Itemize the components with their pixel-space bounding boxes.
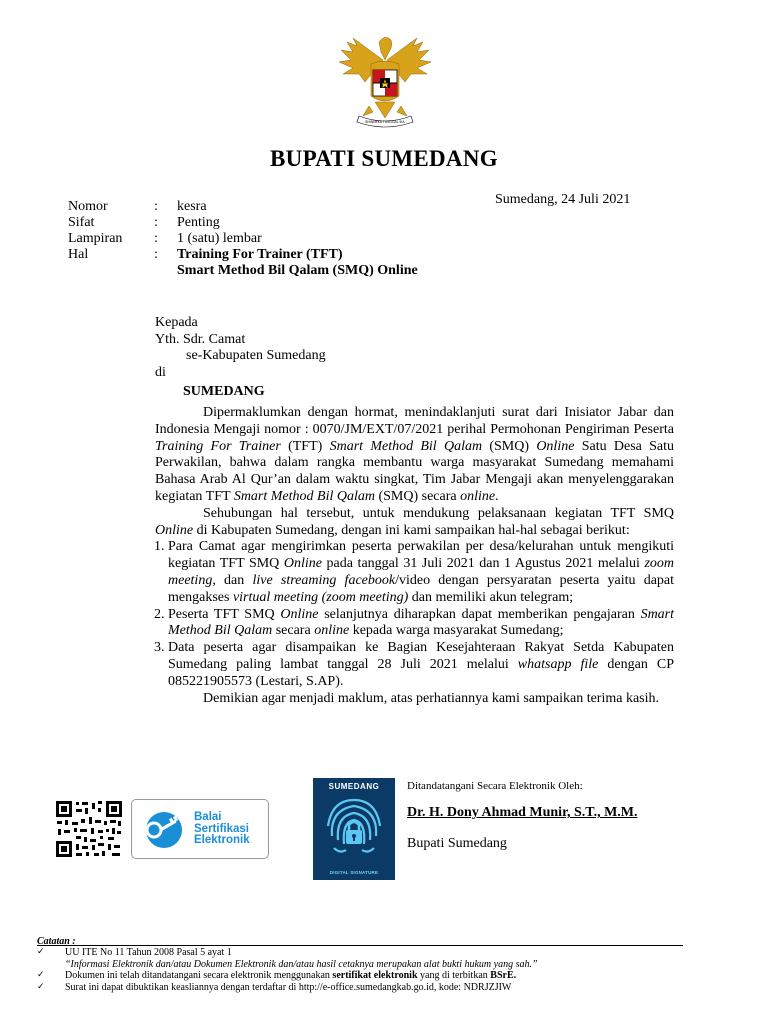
check-icon: ✓ (37, 970, 45, 980)
bsre-line: Elektronik (194, 834, 250, 846)
subject-line-2: Smart Method Bil Qalam (SMQ) Online (177, 263, 418, 278)
letter-date: Sumedang, 24 Juli 2021 (495, 192, 631, 207)
note-item (37, 947, 538, 959)
note-spacer (37, 959, 65, 971)
address-line: Kepada (155, 315, 198, 330)
note-text: Surat ini dapat dibuktikan keasliannya dengan terdaftar di http://e-office.sumedangkab.go.id, kode: NDRJZJIW (65, 981, 512, 993)
meta-colon: : (154, 247, 158, 262)
note-text: Dokumen ini telah ditandatangani secara elektronik menggunakan sertifikat elektronik yang di terbitkan BSrE. (65, 970, 517, 981)
address-line: Yth. Sdr. Camat (155, 331, 246, 347)
meta-value: 1 (satu) lembar (177, 231, 262, 246)
digital-signature-seal (313, 778, 395, 880)
fingerprint-lock-icon (322, 796, 386, 860)
note-text: UU ITE No 11 Tahun 2008 Pasal 5 ayat 1 (65, 947, 232, 958)
meta-value-subject (177, 247, 418, 279)
meta-colon: : (154, 199, 158, 214)
meta-colon: : (154, 215, 158, 230)
body-paragraph-2: Sehubungan hal tersebut, untuk mendukung pelaksanaan kegiatan TFT SMQ Online di Kabupaten Sumedang, dengan ini kami sampaikan hal-hal sebagai berikut: (155, 505, 674, 538)
meta-row-nomor (68, 199, 418, 215)
signed-by-label: Ditandatangani Secara Elektronik Oleh: (407, 780, 583, 792)
seal-caption: DIGITAL SIGNATURE (329, 870, 379, 875)
meta-label: Lampiran (68, 231, 123, 246)
notes-list (37, 947, 538, 993)
recipient-address (155, 315, 326, 401)
instruction-list (148, 539, 674, 690)
body-paragraph-1: Dipermaklumkan dengan hormat, menindaklanjuti surat dari Inisiator Jabar dan Indonesia Mengaji nomor : 0070/JM/EXT/07/2021 perihal Permohonan Pengiriman Peserta Training For Trainer (TFT) Smart Method Bil Qalam (SMQ) Online Satu Desa Satu Perwakilan, bahwa dalam rangka membantu warga masyarakat Sumedang memahami Bahasa Arab Al Qur’an dalam waktu singkat, Tim Jabar Mengaji akan menyelenggarakan kegiatan TFT Smart Method Bil Qalam (SMQ) secara online. (155, 405, 675, 504)
list-item: 2. Peserta TFT SMQ Online selanjutnya diharapkan dapat memberikan pengajaran Smart Method Bil Qalam secara online kepada warga masyarakat Sumedang; (168, 607, 674, 641)
subject-line-1: Training For Trainer (TFT) (177, 247, 343, 262)
letter-body (155, 405, 674, 707)
signer-name: Dr. H. Dony Ahmad Munir, S.T., M.M. (407, 805, 638, 820)
meta-label: Sifat (68, 215, 95, 230)
address-line: se-Kabupaten Sumedang (186, 348, 326, 363)
key-icon (140, 810, 188, 850)
meta-row-sifat (68, 215, 418, 231)
note-item (37, 959, 538, 971)
meta-row-lampiran (68, 231, 418, 247)
closing-paragraph: Demikian agar menjadi maklum, atas perhatiannya kami sampaikan terima kasih. (203, 690, 660, 706)
bsre-line: Balai (194, 811, 222, 823)
note-item (37, 982, 538, 994)
notes-title: Catatan : (37, 936, 76, 947)
letter-meta (68, 199, 418, 279)
list-item: 3. Data peserta agar disampaikan ke Bagian Kesejahteraan Rakyat Setda Kabupaten Sumedang paling lambat tanggal 28 Juli 2021 melalui whatsapp file dengan CP 085221905573 (Lestari, S.AP). (168, 640, 674, 690)
seal-title: SUMEDANG (328, 782, 380, 791)
meta-colon: : (154, 231, 158, 246)
meta-label: Hal (68, 247, 89, 262)
note-item (37, 970, 538, 982)
list-item: 1. Para Camat agar mengirimkan peserta perwakilan per desa/kelurahan untuk mengikuti kegiatan TFT SMQ Online pada tanggal 31 Juli 2021 dan 1 Agustus 2021 melalui zoom meeting, dan live streaming facebook/video dengan persyaratan peserta yaitu dapat mengakses virtual meeting (zoom meeting) dan memiliki akun telegram; (168, 539, 674, 606)
address-city: SUMEDANG (183, 384, 265, 399)
bsre-line: Sertifikasi (194, 822, 249, 835)
check-icon: ✓ (37, 981, 45, 992)
page-title: BUPATI SUMEDANG (270, 146, 498, 171)
meta-label: Nomor (68, 199, 108, 214)
qr-code-icon (54, 799, 124, 859)
bsre-logo (131, 799, 269, 859)
check-icon: ✓ (37, 947, 45, 957)
address-line: di (155, 364, 166, 380)
bsre-wordmark (194, 812, 250, 847)
garuda-emblem-icon (333, 30, 437, 130)
meta-row-hal (68, 247, 418, 279)
signer-role: Bupati Sumedang (407, 836, 507, 851)
note-quote: “Informasi Elektronik dan/atau Dokumen Elektronik dan/atau hasil cetaknya merupakan alat bukti hukum yang sah.” (65, 958, 538, 970)
meta-value: Penting (177, 215, 220, 230)
meta-value: kesra (177, 199, 207, 214)
emblem-motto: BHINNEKA TUNGGAL IKA (365, 120, 405, 124)
notes-divider (37, 945, 683, 946)
